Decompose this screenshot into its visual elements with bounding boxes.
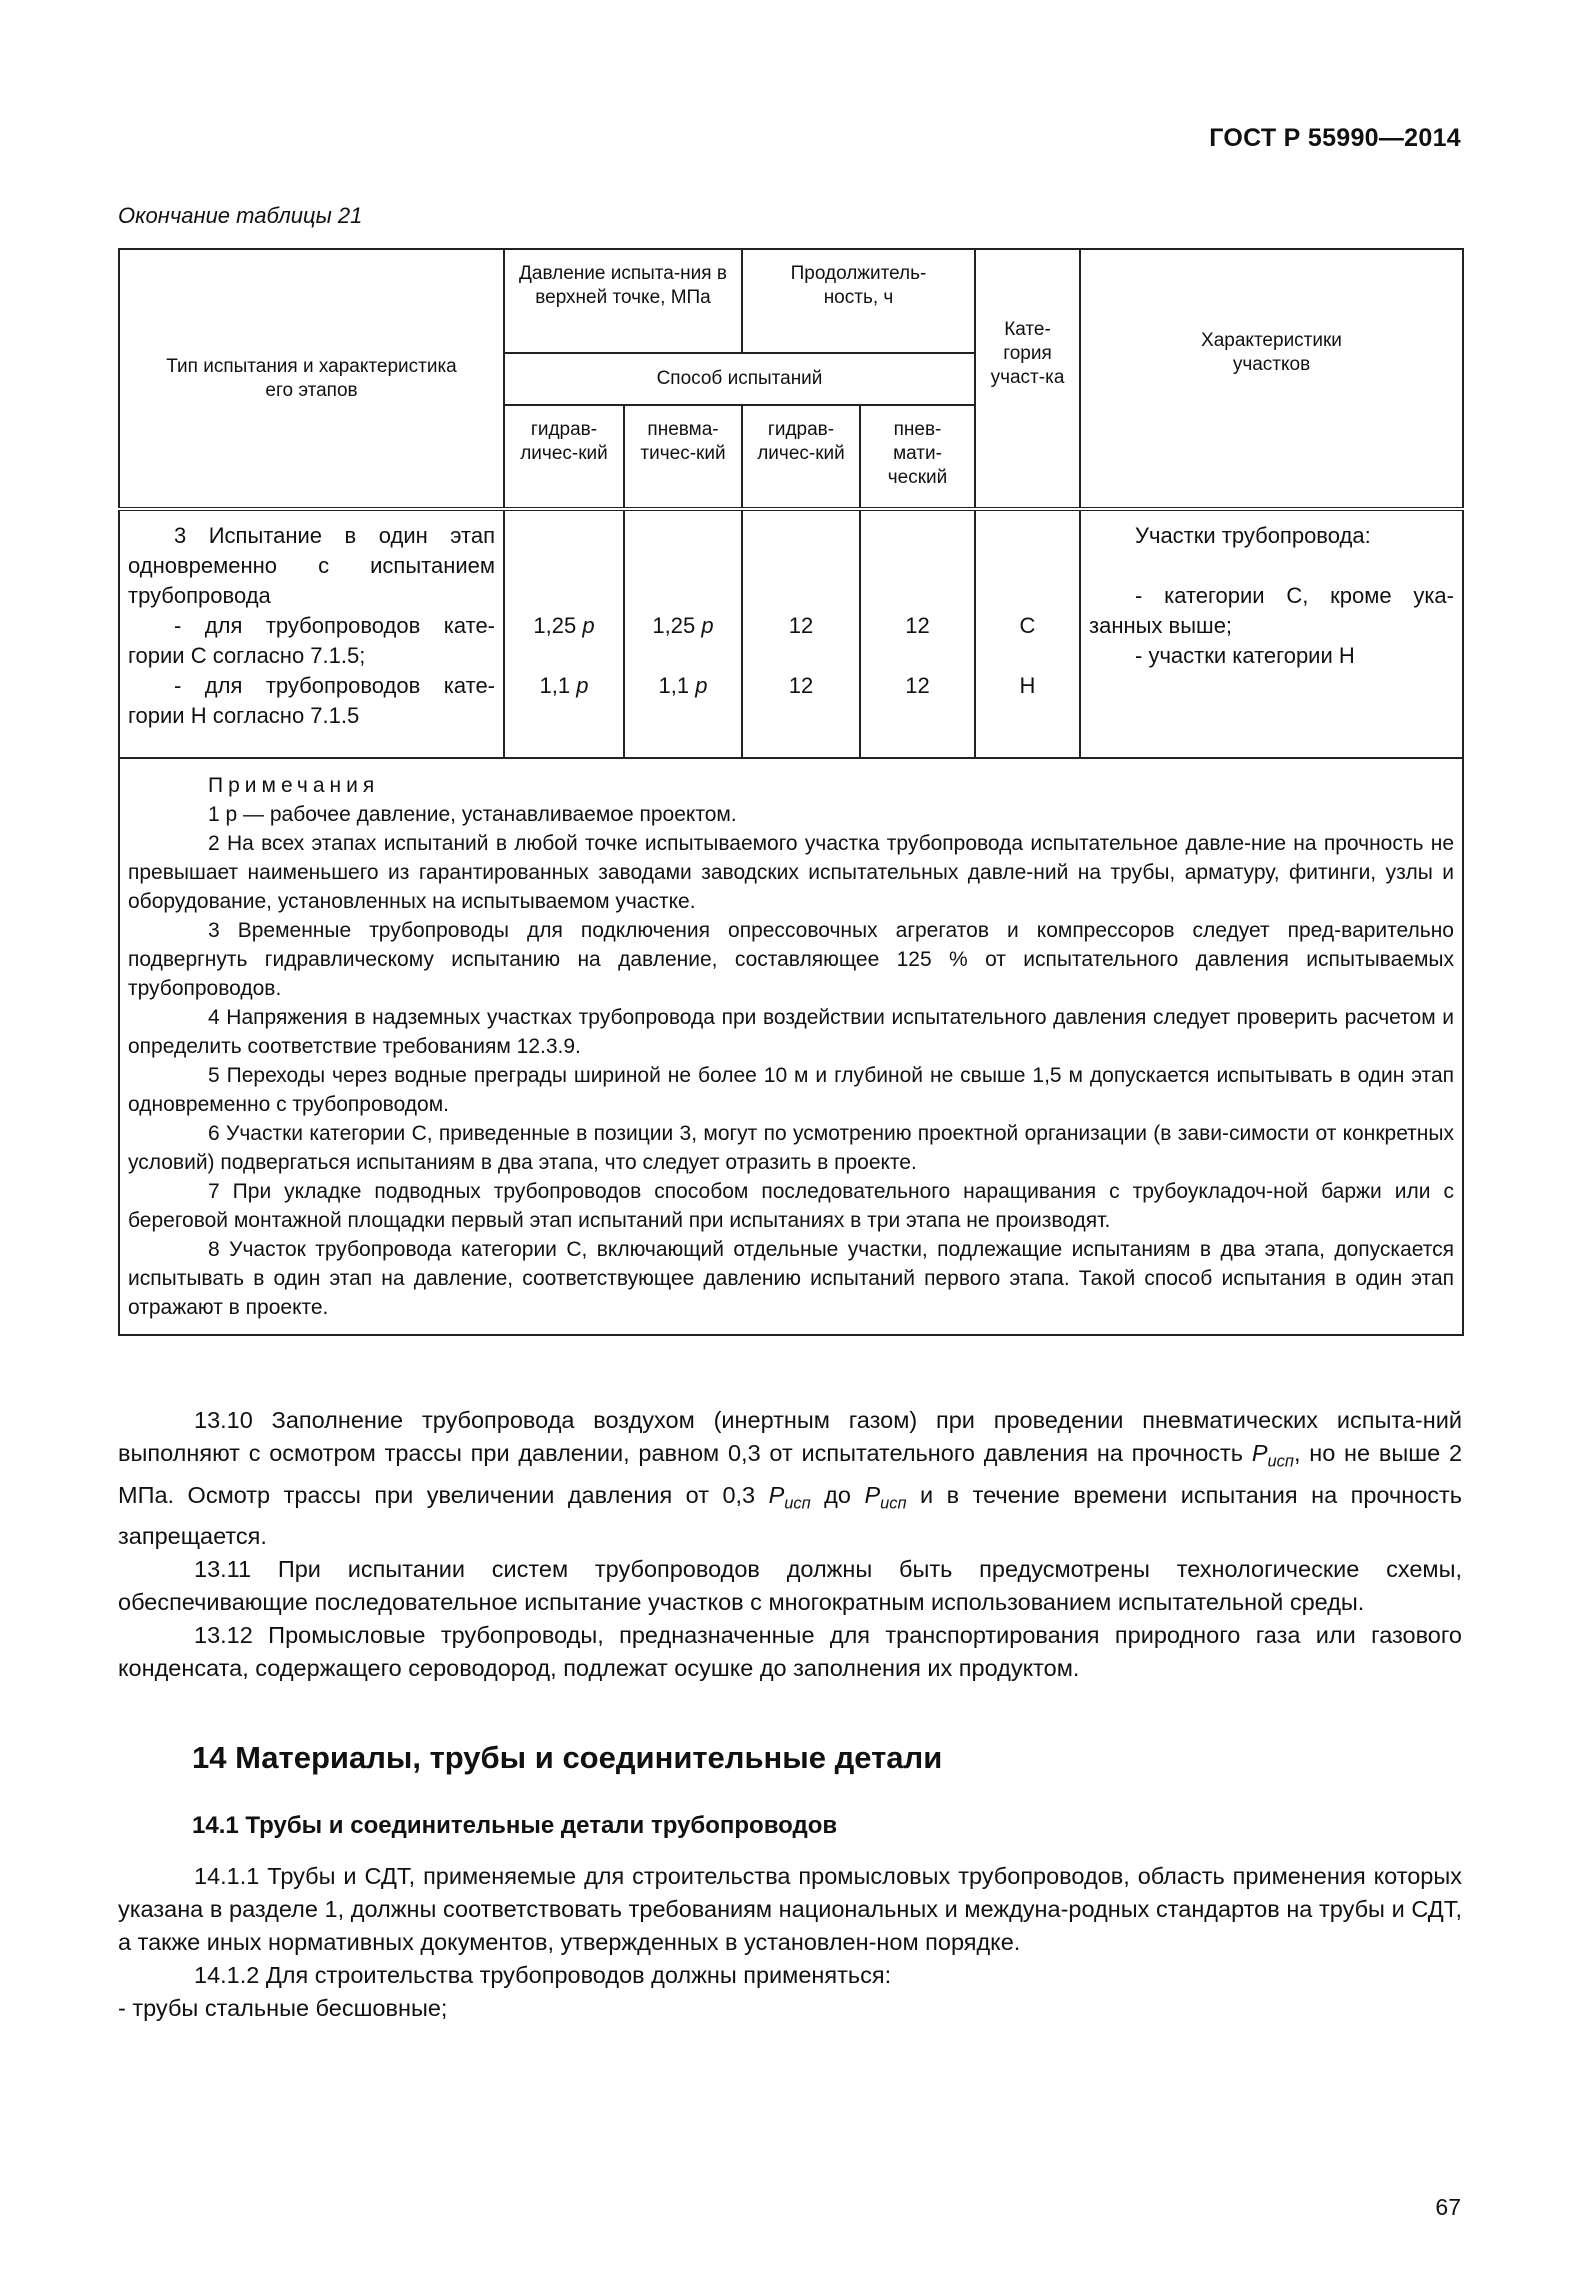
section-heading-14: 14 Материалы, трубы и соединительные детали	[192, 1740, 943, 1775]
note-3: 3 Временные трубопроводы для подключения опрессовочных агрегатов и компрессоров следует пред-варительно подвергнуть гидравлическому испытанию на давление, составляющее 125 % от испытательного давления испытываемых трубопроводов.	[128, 919, 1454, 1000]
paragraph-13-10: 13.10 Заполнение трубопровода воздухом (инертным газом) при проведении пневматических испыта-ний выполняют с осмотром трассы при давлении, равном 0,3 от испытательного давления на прочность $P_{исп}$, но не выше 2 МПа. Осмотр трассы при увеличении давления от 0,3 $P_{исп}$ до $P_{исп}$ и в течение времени испытания на прочность запрещается.	[118, 1407, 1463, 1550]
subsection-heading-14-1: 14.1 Трубы и соединительные детали трубопроводов	[192, 1812, 838, 1839]
cell-duration-hydraulic: 12 12	[742, 509, 860, 758]
note-8: 8 Участок трубопровода категории С, включающий отдельные участки, подлежащие испытаниям в два этапа, допускается испытывать в один этап на давление, соответствующее давлению испытаний первого этапа. Такой способ испытания в один этап отражают в проекте.	[128, 1238, 1454, 1319]
note-4: 4 Напряжения в надземных участках трубопровода при воздействии испытательного давления следует проверить расчетом и определить соответствие требованиям 12.3.9.	[128, 1006, 1454, 1058]
header-characteristics: Характеристики участков	[1080, 249, 1463, 509]
cell-pressure-hydraulic: 1,25 p 1,1 p	[504, 509, 624, 758]
cell-category: С Н	[975, 509, 1080, 758]
header-test-type: Тип испытания и характеристика его этапов	[119, 249, 504, 509]
paragraph-13-12: 13.12 Промысловые трубопроводы, предназначенные для транспортирования природного газа или газового конденсата, содержащего сероводород, подлежат осушке до заполнения их продуктом.	[118, 1622, 1462, 1682]
test-parameters-table	[118, 248, 1464, 1336]
note-7: 7 При укладке подводных трубопроводов способом последовательного наращивания с трубоукладоч-ной баржи или с береговой монтажной площадки первый этап испытаний при испытаниях в три этапа не производят.	[128, 1180, 1454, 1232]
header-hydraulic-pressure: гидрав-личес-кий	[504, 405, 624, 509]
header-pressure: Давление испыта-ния в верхней точке, МПа	[504, 249, 742, 353]
header-duration: Продолжитель-ность, ч	[742, 249, 975, 353]
header-pneumatic-duration: пнев-мати-ческий	[860, 405, 975, 509]
body-text-14	[118, 1860, 1462, 2025]
paragraph-13-11: 13.11 При испытании систем трубопроводов должны быть предусмотрены технологические схемы, обеспечивающие последовательное испытание участков с многократным использованием испытательной среды.	[118, 1556, 1462, 1616]
notes-title: Примечания	[208, 774, 380, 797]
header-hydraulic-duration: гидрав-личес-кий	[742, 405, 860, 509]
list-item: - трубы стальные бесшовные;	[118, 1995, 448, 2021]
note-6: 6 Участки категории С, приведенные в позиции 3, могут по усмотрению проектной организации (в зави-симости от конкретных условий) подвергаться испытаниям в два этапа, что следует отразить в проекте.	[128, 1122, 1454, 1174]
header-pneumatic-pressure: пневма-тичес-кий	[624, 405, 742, 509]
cell-pressure-pneumatic: 1,25 p 1,1 p	[624, 509, 742, 758]
body-text-13	[118, 1404, 1462, 1685]
note-2: 2 На всех этапах испытаний в любой точке испытываемого участка трубопровода испытательное давле-ние на прочность не превышает наименьшего из гарантированных заводами заводских испытательных давле-ний на трубы, арматуру, фитинги, узлы и оборудование, установленных на испытываемом участке.	[128, 832, 1454, 913]
cell-test-type: 3 Испытание в один этап одновременно с испытанием трубопровода - для трубопроводов кате-гории С согласно 7.1.5; - для трубопроводов кате-гории Н согласно 7.1.5	[119, 509, 504, 758]
paragraph-14-1-1: 14.1.1 Трубы и СДТ, применяемые для строительства промысловых трубопроводов, область применения которых указана в разделе 1, должны соответствовать требованиям национальных и междуна-родных стандартов на трубы и СДТ, а также иных нормативных документов, утвержденных в установлен-ном порядке.	[118, 1863, 1462, 1955]
paragraph-14-1-2: 14.1.2 Для строительства трубопроводов должны применяться:	[194, 1962, 892, 1988]
cell-duration-pneumatic: 12 12	[860, 509, 975, 758]
header-category: Кате-гория участ-ка	[975, 249, 1080, 509]
note-5: 5 Переходы через водные преграды шириной не более 10 м и глубиной не свыше 1,5 м допускается испытывать в один этап одновременно с трубопроводом.	[128, 1064, 1454, 1116]
standard-code: ГОСТ Р 55990—2014	[1209, 124, 1461, 152]
header-method: Способ испытаний	[504, 353, 975, 405]
notes-block	[119, 758, 1463, 1335]
page-number: 67	[1435, 2194, 1461, 2220]
cell-characteristics: Участки трубопровода: - категории С, кроме ука-занных выше; - участки категории Н	[1080, 509, 1463, 758]
table-caption: Окончание таблицы 21	[118, 203, 363, 228]
note-1: 1 р — рабочее давление, устанавливаемое проектом.	[208, 803, 737, 826]
